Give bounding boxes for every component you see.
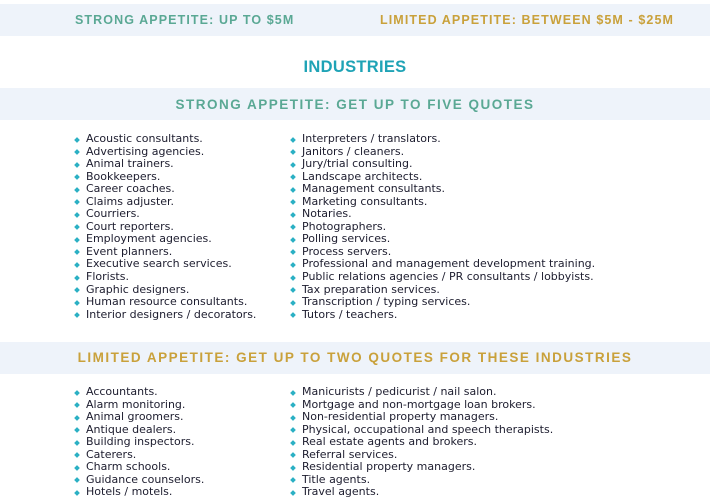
diamond-bullet-icon xyxy=(290,287,296,293)
diamond-bullet-icon xyxy=(290,137,296,143)
industry-name: Alarm monitoring. xyxy=(86,397,186,411)
diamond-bullet-icon xyxy=(290,402,296,408)
industry-name: Antique dealers. xyxy=(86,422,177,436)
diamond-bullet-icon xyxy=(290,262,296,268)
industries-heading: INDUSTRIES xyxy=(303,58,407,76)
diamond-bullet-icon xyxy=(290,312,296,318)
industry-name: Title agents. xyxy=(302,472,371,486)
industry-name: Manicurists / pedicurist / nail salon. xyxy=(302,385,497,398)
diamond-bullet-icon xyxy=(74,312,80,318)
industry-list-item xyxy=(75,309,256,322)
industry-name: Animal groomers. xyxy=(86,410,184,424)
industry-name: Accountants. xyxy=(86,385,158,398)
diamond-bullet-icon xyxy=(290,149,296,155)
industry-name: Court reporters. xyxy=(86,219,174,233)
strong-industries-list-left xyxy=(75,133,256,321)
strong-appetite-limit: STRONG APPETITE: UP TO $5M xyxy=(75,13,295,27)
diamond-bullet-icon xyxy=(74,275,80,281)
diamond-bullet-icon xyxy=(290,250,296,256)
industry-name: Courriers. xyxy=(86,207,140,221)
industry-name: Notaries. xyxy=(302,207,352,221)
industry-name: Caterers. xyxy=(86,447,137,461)
industry-name: Charm schools. xyxy=(86,460,171,474)
diamond-bullet-icon xyxy=(290,300,296,306)
industry-name: Landscape architects. xyxy=(302,169,423,183)
industry-name: Executive search services. xyxy=(86,257,232,271)
industry-name: Animal trainers. xyxy=(86,157,174,171)
industry-name: Tax preparation services. xyxy=(302,282,440,296)
diamond-bullet-icon xyxy=(74,174,80,180)
industry-name: Referral services. xyxy=(302,447,398,461)
diamond-bullet-icon xyxy=(290,174,296,180)
limited-industries-list-left xyxy=(75,386,204,499)
diamond-bullet-icon xyxy=(74,149,80,155)
diamond-bullet-icon xyxy=(74,137,80,143)
industry-name: Travel agents. xyxy=(302,485,380,499)
diamond-bullet-icon xyxy=(290,390,296,396)
diamond-bullet-icon xyxy=(74,212,80,218)
industry-name: Advertising agencies. xyxy=(86,144,205,158)
diamond-bullet-icon xyxy=(290,477,296,483)
limited-appetite-limit: LIMITED APPETITE: BETWEEN $5M - $25M xyxy=(380,13,675,27)
industry-name: Management consultants. xyxy=(302,182,446,196)
industry-name: Residential property managers. xyxy=(302,460,476,474)
diamond-bullet-icon xyxy=(290,224,296,230)
diamond-bullet-icon xyxy=(74,427,80,433)
diamond-bullet-icon xyxy=(74,490,80,496)
industry-name: Event planners. xyxy=(86,244,173,258)
diamond-bullet-icon xyxy=(74,187,80,193)
industry-name: Interior designers / decorators. xyxy=(86,307,257,321)
diamond-bullet-icon xyxy=(74,440,80,446)
limited-appetite-heading: LIMITED APPETITE: GET UP TO TWO QUOTES FOR THESE INDUSTRIES xyxy=(77,350,633,365)
diamond-bullet-icon xyxy=(74,224,80,230)
industry-name: Bookkeepers. xyxy=(86,169,161,183)
industry-list-item xyxy=(291,309,595,322)
diamond-bullet-icon xyxy=(290,187,296,193)
industry-name: Process servers. xyxy=(302,244,392,258)
strong-appetite-heading: STRONG APPETITE: GET UP TO FIVE QUOTES xyxy=(175,97,535,112)
diamond-bullet-icon xyxy=(290,465,296,471)
diamond-bullet-icon xyxy=(74,452,80,458)
diamond-bullet-icon xyxy=(290,199,296,205)
industry-list-item xyxy=(75,486,204,499)
industry-name: Non-residential property managers. xyxy=(302,410,499,424)
industry-name: Marketing consultants. xyxy=(302,194,428,208)
industry-name: Janitors / cleaners. xyxy=(302,144,405,158)
industry-name: Real estate agents and brokers. xyxy=(302,435,478,449)
diamond-bullet-icon xyxy=(74,199,80,205)
industry-name: Claims adjuster. xyxy=(86,194,175,208)
industry-name: Hotels / motels. xyxy=(86,485,173,499)
diamond-bullet-icon xyxy=(74,390,80,396)
diamond-bullet-icon xyxy=(74,237,80,243)
diamond-bullet-icon xyxy=(74,465,80,471)
industry-name: Graphic designers. xyxy=(86,282,190,296)
industry-name: Employment agencies. xyxy=(86,232,212,246)
diamond-bullet-icon xyxy=(290,275,296,281)
strong-industries-list-right xyxy=(291,133,595,321)
diamond-bullet-icon xyxy=(74,300,80,306)
industry-name: Tutors / teachers. xyxy=(302,307,398,321)
industry-name: Transcription / typing services. xyxy=(302,295,471,309)
industry-name: Human resource consultants. xyxy=(86,295,248,309)
diamond-bullet-icon xyxy=(290,212,296,218)
diamond-bullet-icon xyxy=(74,415,80,421)
diamond-bullet-icon xyxy=(290,427,296,433)
diamond-bullet-icon xyxy=(74,477,80,483)
diamond-bullet-icon xyxy=(290,415,296,421)
diamond-bullet-icon xyxy=(290,237,296,243)
diamond-bullet-icon xyxy=(290,440,296,446)
diamond-bullet-icon xyxy=(74,162,80,168)
industry-name: Building inspectors. xyxy=(86,435,195,449)
industry-name: Acoustic consultants. xyxy=(86,132,203,145)
diamond-bullet-icon xyxy=(74,287,80,293)
industry-name: Interpreters / translators. xyxy=(302,132,441,145)
industry-name: Physical, occupational and speech therapists. xyxy=(302,422,554,436)
industry-list-item xyxy=(291,486,553,499)
industry-name: Career coaches. xyxy=(86,182,175,196)
industry-name: Jury/trial consulting. xyxy=(302,157,413,171)
diamond-bullet-icon xyxy=(74,402,80,408)
industry-name: Professional and management development training. xyxy=(302,257,596,271)
diamond-bullet-icon xyxy=(74,262,80,268)
diamond-bullet-icon xyxy=(290,452,296,458)
industry-name: Polling services. xyxy=(302,232,391,246)
diamond-bullet-icon xyxy=(290,162,296,168)
diamond-bullet-icon xyxy=(290,490,296,496)
industry-name: Photographers. xyxy=(302,219,387,233)
limited-industries-list-right xyxy=(291,386,553,499)
industry-name: Florists. xyxy=(86,270,129,284)
industry-name: Guidance counselors. xyxy=(86,472,205,486)
industry-name: Public relations agencies / PR consultants / lobbyists. xyxy=(302,270,594,284)
diamond-bullet-icon xyxy=(74,250,80,256)
industry-name: Mortgage and non-mortgage loan brokers. xyxy=(302,397,536,411)
